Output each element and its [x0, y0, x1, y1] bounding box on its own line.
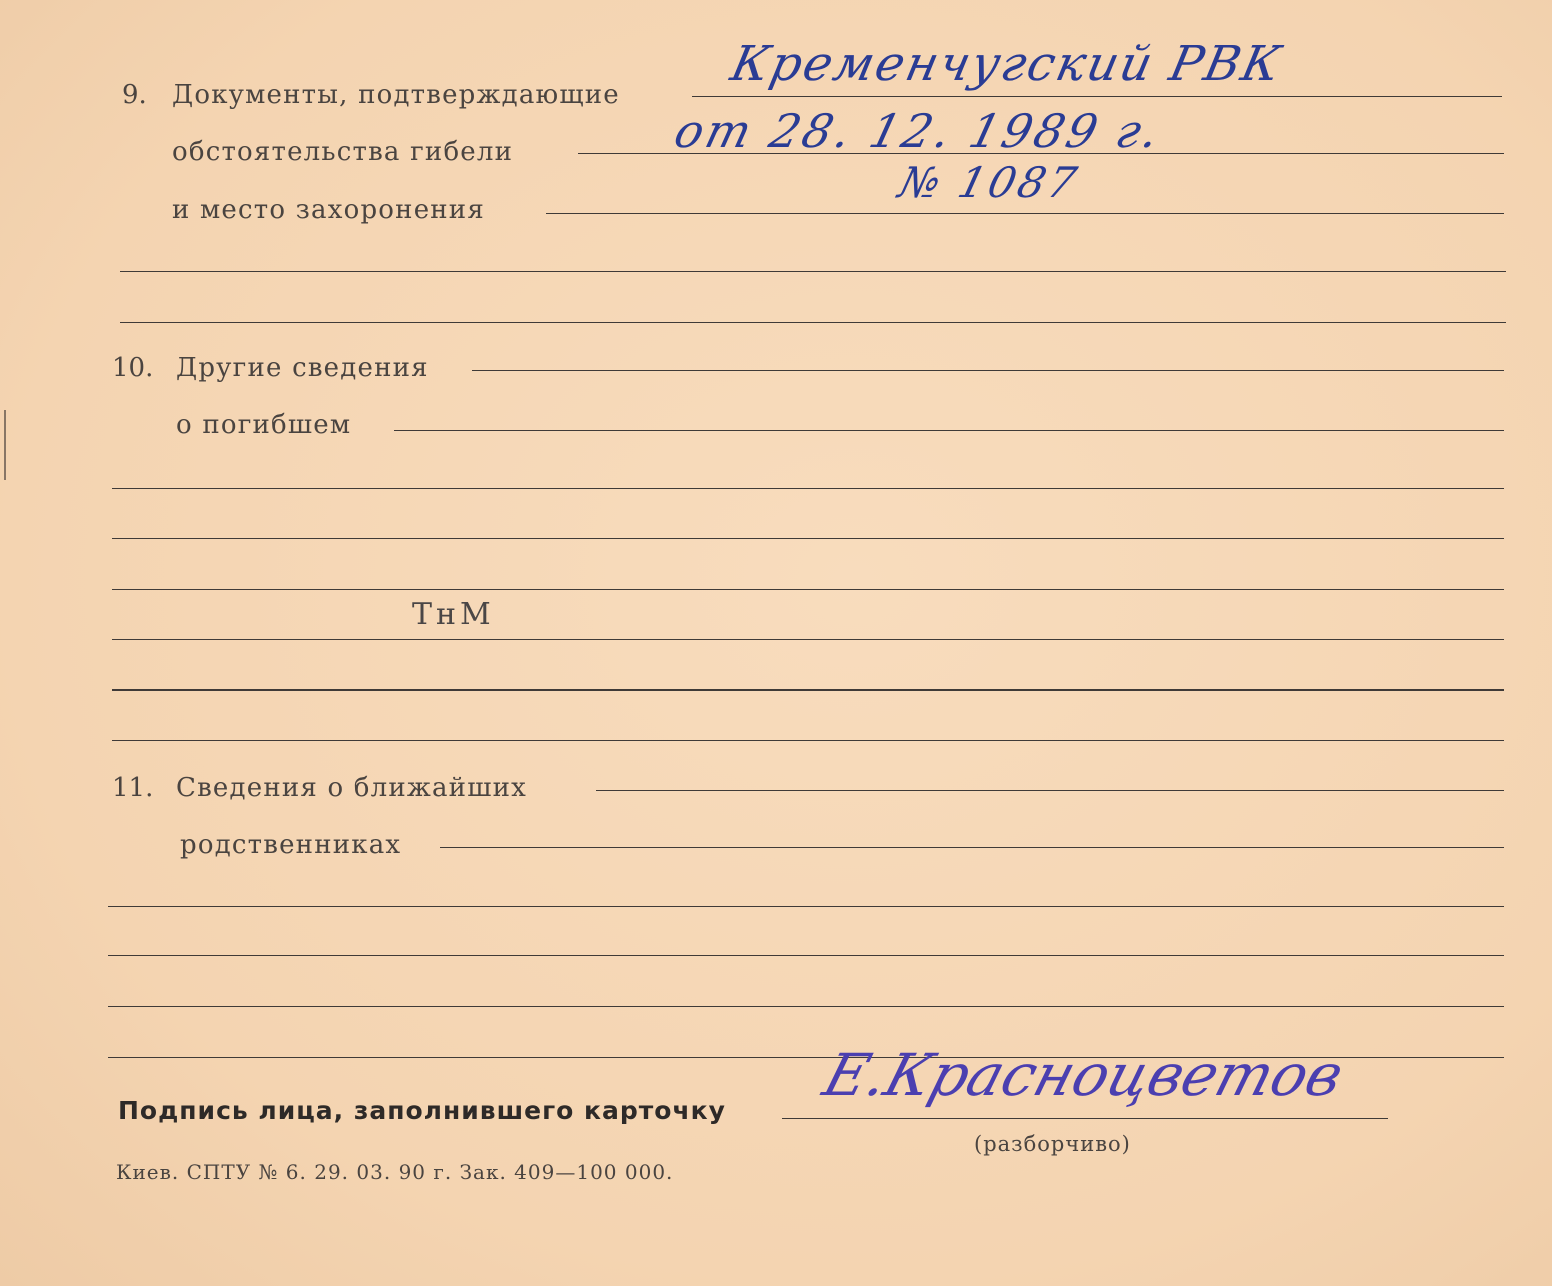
- handwritten-number: № 1087: [894, 158, 1085, 207]
- field-line: [120, 271, 1506, 272]
- section-10-number: 10.: [112, 353, 154, 383]
- section-10-label-line2: о погибшем: [176, 410, 352, 440]
- field-line: [692, 96, 1502, 97]
- section-9-label-line3: и место захоронения: [172, 195, 485, 225]
- handwritten-date: от 28. 12. 1989 г.: [669, 104, 1168, 158]
- printer-imprint: Киев. СПТУ № 6. 29. 03. 90 г. Зак. 409—100 000.: [116, 1160, 674, 1184]
- section-10-label-line1: Другие сведения: [176, 353, 429, 383]
- field-line: [472, 370, 1504, 371]
- field-line: [546, 213, 1504, 214]
- signature-label: Подпись лица, заполнившего карточку: [118, 1096, 726, 1125]
- field-line: [120, 322, 1506, 323]
- signature-line: [782, 1118, 1388, 1119]
- card-edge-mark: [4, 410, 6, 480]
- field-line: [596, 790, 1504, 791]
- section-9-number: 9.: [122, 80, 147, 110]
- field-line: [108, 906, 1504, 907]
- handwritten-issuer: Кременчугский РВК: [726, 36, 1288, 92]
- field-line: [112, 488, 1504, 489]
- field-line: [112, 639, 1504, 640]
- section-11-label-line1: Сведения о ближайших: [176, 773, 527, 803]
- signature-hint: (разборчиво): [974, 1132, 1131, 1156]
- pencil-note: ТнМ: [412, 597, 495, 632]
- field-line: [440, 847, 1504, 848]
- field-line: [394, 430, 1504, 431]
- field-line: [112, 538, 1504, 539]
- field-line: [112, 689, 1504, 691]
- handwritten-signature: Е.Красноцветов: [816, 1041, 1351, 1109]
- field-line: [112, 740, 1504, 741]
- section-9-label-line2: обстоятельства гибели: [172, 137, 514, 167]
- section-9-label-line1: Документы, подтверждающие: [172, 80, 620, 110]
- field-line: [112, 589, 1504, 590]
- field-line: [108, 1006, 1504, 1007]
- section-11-label-line2: родственниках: [180, 830, 402, 860]
- field-line: [108, 955, 1504, 956]
- section-11-number: 11.: [112, 773, 154, 803]
